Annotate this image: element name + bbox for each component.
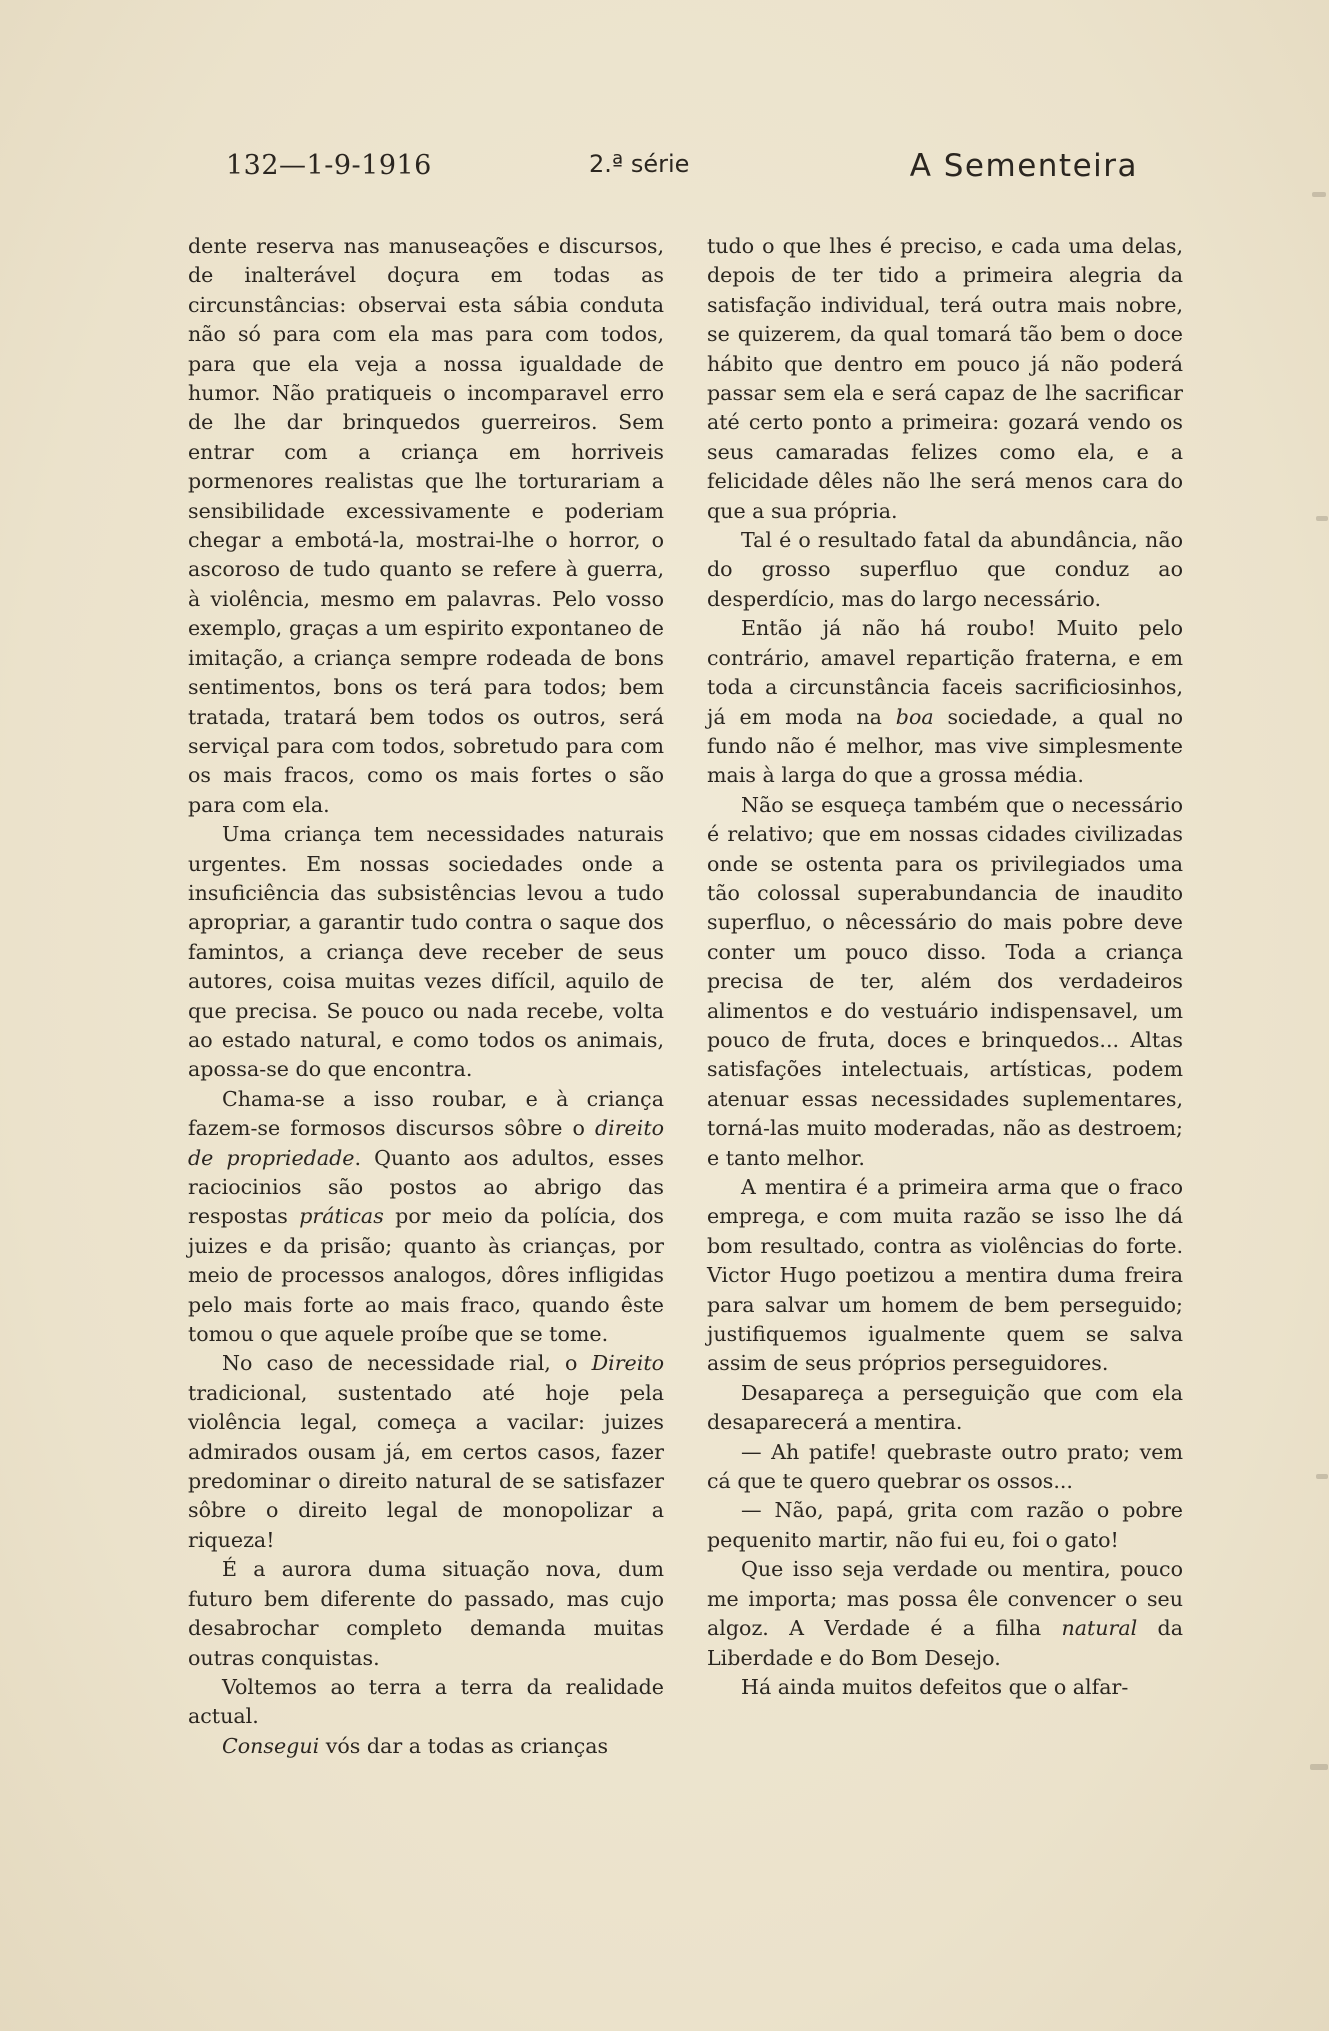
text-run: Então já não há roubo! Muito pelo contrário, amavel repartição fraterna, e em toda a circunstância faceis sacrificiosinhos, já em moda na [707,616,1183,729]
left-text-column [188,232,664,1761]
text-run: dente reserva nas manuseações e discursos, de inalterável doçura em todas as circunstâncias: observai esta sábia conduta não só para com ela mas para com todos, para que ela veja a nossa igualdade de humor. Não pratiqueis o incomparavel erro de lhe dar brinquedos guerreiros. Sem entrar com a criança em horriveis pormenores realistas que lhe torturariam a sensibilidade excessivamente e poderiam chegar a embotá-la, mostrai-lhe o horror, o ascoroso de tudo quanto se refere à guerra, à violência, mesmo em palavras. Pelo vosso exemplo, graças a um espirito expontaneo de imitação, a criança sempre rodeada de bons sentimentos, bons os terá para todos; bem tratada, tratará bem todos os outros, será serviçal para com todos, sobretudo para com os mais fracos, como os mais fortes o são para com ela. [188,234,664,817]
text-run: Que isso seja verdade ou mentira, pouco me importa; mas possa êle convencer o seu algoz. A Verdade é a filha [707,1557,1183,1641]
italic-text: boa [895,704,934,729]
paragraph [707,1496,1183,1555]
paragraph [707,614,1183,790]
italic-text: Consegui [222,1733,320,1758]
paper-mark [1310,1764,1328,1770]
text-run: Desapareça a perseguição que com ela desaparecerá a mentira. [707,1380,1183,1435]
text-run: . Quanto aos adultos, esses raciocinios são postos ao abrigo das respostas [188,1145,664,1229]
paragraph [188,1555,664,1673]
text-run: Há ainda muitos defeitos que o alfar- [741,1674,1129,1699]
right-text-column [707,232,1183,1702]
text-run: — Ah patife! quebraste outro prato; vem cá que te quero quebrar os ossos... [707,1439,1183,1494]
page-header [226,150,1138,190]
paragraph [707,1379,1183,1438]
text-run: Tal é o resultado fatal da abundância, não do grosso superfluo que conduz ao desperdício, mas do largo necessário. [707,528,1183,611]
paragraph [188,1085,664,1350]
paragraph [707,791,1183,1173]
text-run: No caso de necessidade rial, o [222,1351,592,1376]
publication-title: A Sementeira [909,148,1138,184]
text-run: Chama-se a isso roubar, e à criança fazem-se formosos discursos sôbre o [188,1086,664,1141]
paper-mark [1316,516,1328,521]
paragraph [188,1673,664,1732]
paragraph [188,820,664,1085]
page-number-date: 132—1-9-1916 [226,150,432,181]
paper-mark [1316,1474,1328,1479]
text-run: — Não, papá, grita com razão o pobre pequenito martir, não fui eu, foi o gato! [707,1498,1183,1552]
text-run: sociedade, a qual no fundo não é melhor, mas vive simplesmente mais à larga do que a grossa média. [707,704,1183,788]
paragraph [188,1349,664,1555]
paragraph [188,1732,664,1761]
italic-text: direito de propriedade [188,1116,664,1170]
italic-text: práticas [299,1204,384,1229]
paragraph [707,526,1183,614]
paragraph [707,232,1183,526]
paragraph [707,1173,1183,1379]
text-run: tudo o que lhes é preciso, e cada uma delas, depois de ter tido a primeira alegria da satisfação individual, terá outra mais nobre, se quizerem, da qual tomará tão bem o doce hábito que dentro em pouco já não poderá passar sem ela e será capaz de lhe sacrificar até certo ponto a primeira: gozará vendo os seus camaradas felizes como ela, e a felicidade dêles não lhe será menos cara do que a sua própria. [707,234,1183,523]
text-run: É a aurora duma situação nova, dum futuro bem diferente do passado, mas cujo desabrochar completo demanda muitas outras conquistas. [188,1557,664,1670]
text-run: Voltemos ao terra a terra da realidade actual. [188,1674,664,1729]
text-run: tradicional, sustentado até hoje pela violência legal, começa a vacilar: juizes admirados ousam já, em certos casos, fazer predominar o direito natural de se satisfazer sôbre o direito legal de monopolizar a riqueza! [188,1380,664,1552]
paragraph [707,1438,1183,1497]
italic-text: Direito [591,1351,664,1376]
series-label: 2.ª série [589,150,690,178]
paragraph [707,1555,1183,1673]
text-run: vós dar a todas as crianças [319,1733,609,1758]
text-run: Uma criança tem necessidades naturais urgentes. Em nossas sociedades onde a insuficiência das subsistências levou a tudo apropriar, a garantir tudo contra o saque dos famintos, a criança deve receber de seus autores, coisa muitas vezes difícil, aquilo de que precisa. Se pouco ou nada recebe, volta ao estado natural, e como todos os animais, apossa-se do que encontra. [188,822,664,1082]
paragraph [707,1673,1183,1702]
paragraph [188,232,664,820]
text-run: da Liberdade e do Bom Desejo. [707,1616,1183,1670]
text-run: A mentira é a primeira arma que o fraco emprega, e com muita razão se isso lhe dá bom resultado, contra as violências do forte. Victor Hugo poetizou a mentira duma freira para salvar um homem de bem perseguido; justifiquemos igualmente quem se salva assim de seus próprios perseguidores. [707,1175,1183,1376]
text-run: Não se esqueça também que o necessário é relativo; que em nossas cidades civilizadas onde se ostenta para os privilegiados uma tão colossal superabundancia de inaudito superfluo, o nêcessário do mais pobre deve conter um pouco disso. Toda a criança precisa de ter, além dos verdadeiros alimentos e do vestuário indispensavel, um pouco de fruta, doces e brinquedos... Altas satisfações intelectuais, artísticas, podem atenuar essas necessidades suplementares, torná-las muito moderadas, não as destroem; e tanto melhor. [707,792,1183,1170]
italic-text: natural [1061,1616,1138,1641]
paper-mark [1312,192,1326,197]
text-run: por meio da polícia, dos juizes e da prisão; quanto às crianças, por meio de processos analogos, dôres infligidas pelo mais forte ao mais fraco, quando êste tomou o que aquele proíbe que se tome. [188,1204,664,1347]
